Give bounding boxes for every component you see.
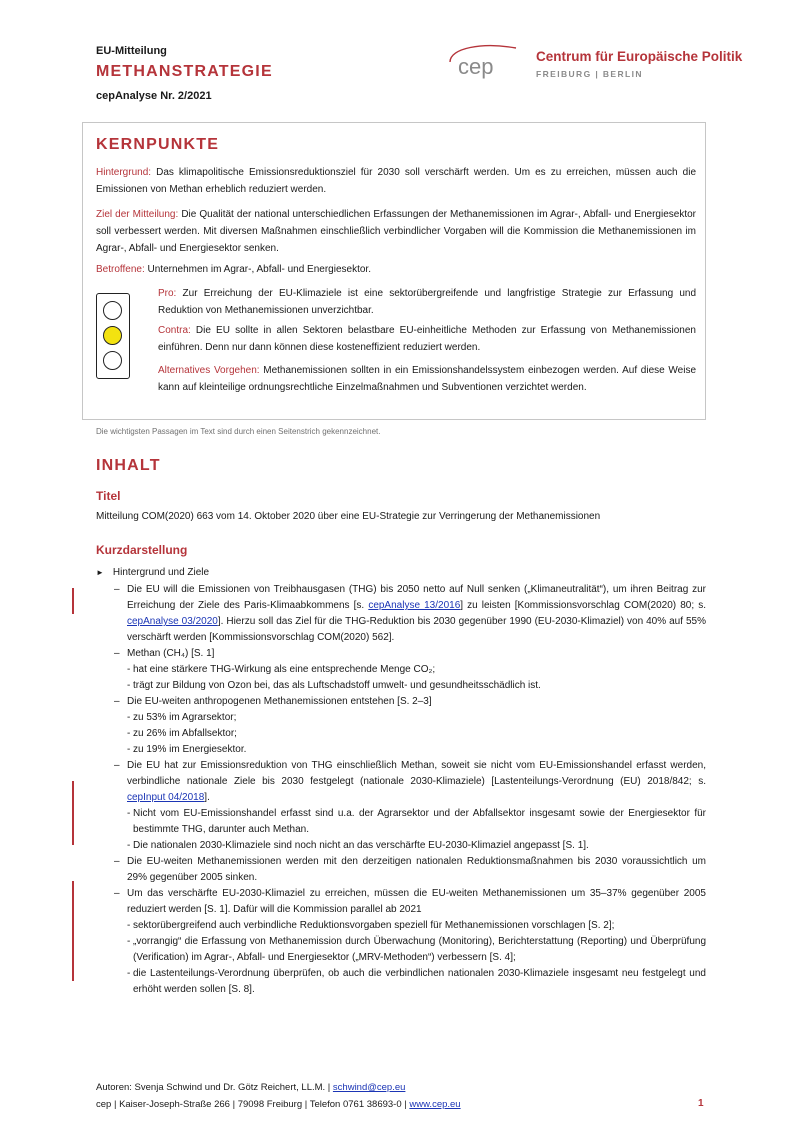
b3-sub3-text: zu 19% im Energiesektor.: [133, 744, 247, 755]
lamp-middle-yellow: [103, 326, 122, 345]
authors-text: Autoren: Svenja Schwind und Dr. Götz Reichert, LL.M. |: [96, 1082, 331, 1093]
b2-text: Methan (CH₄) [S. 1]: [127, 648, 215, 659]
titel-text: Mitteilung COM(2020) 663 vom 14. Oktober 2020 über eine EU-Strategie zur Verringerung der Methanemissionen: [96, 511, 601, 522]
kernpunkt-ziel: [96, 206, 696, 257]
kernpunkte-heading: KERNPUNKTE: [96, 136, 220, 153]
website-link[interactable]: www.cep.eu: [409, 1099, 461, 1110]
document-title: METHANSTRATEGIE: [96, 63, 273, 80]
bullet-hintergrund-ziele: [96, 567, 209, 578]
b6-sub1-text: sektorübergreifend auch verbindliche Reduktionsvorgaben speziell für Methanemissionen vorschlagen [S. 2];: [133, 920, 615, 931]
lamp-bottom: [103, 351, 122, 370]
sub-list-item: [127, 934, 706, 966]
logo-text: cep: [458, 54, 494, 79]
b2-sub2-text: trägt zur Bildung von Ozon bei, das als Luftschadstoff umwelt- und gesundheitsschädlich ist.: [133, 680, 541, 691]
dash-marker: –: [114, 584, 120, 595]
kernpunkt-hintergrund: [96, 164, 696, 198]
kernpunkt-pro: [158, 285, 696, 319]
sub-list-item: [127, 742, 706, 758]
bullet-title: Hintergrund und Ziele: [112, 567, 210, 578]
cep-logo-icon: [446, 40, 526, 80]
b4-text-a: Die EU hat zur Emissionsreduktion von THG einschließlich Methan, soweit sie nicht vom EU-Emissionshandel erfasst werden, verbindliche nationale Ziele bis 2030 festgelegt (nationale 2030-Klimaziele) [Lastenteilungs-Verordnung (EU) 2018/842; s.: [127, 760, 706, 788]
dash-marker: –: [114, 696, 120, 707]
org-name: Centrum für Europäische Politik: [536, 49, 743, 64]
list-item: [114, 694, 706, 710]
footer-authors: [96, 1082, 405, 1093]
alternativ-text: Methanemissionen sollten in ein Emissionshandelssystem einbezogen werden. Auf diese Weise kann auf kleinteilige ordnungsrechtliche Einzelmaßnahmen und Subventionen verzichtet werden.: [158, 365, 697, 393]
b6-text: Um das verschärfte EU-2030-Klimaziel zu erreichen, müssen die EU-weiten Methanemissionen um 35–37% gegenüber 2005 reduziert werden [S. 1]. Dafür will die Kommission parallel ab 2021: [127, 888, 706, 916]
sub-list-item: [127, 726, 706, 742]
kurzdarstellung-heading: Kurzdarstellung: [96, 543, 188, 557]
hintergrund-text: Das klimapolitische Emissionsreduktionsziel für 2030 soll verschärft werden. Um es zu erreichen, müssen auch die Emissionen von Methan erheblich reduziert werden.: [96, 167, 697, 195]
list-item: [114, 582, 706, 646]
list-item: [114, 646, 706, 662]
sub-dash-marker: -: [127, 920, 131, 931]
b4-sub2-text: Die nationalen 2030-Klimaziele sind noch nicht an das verschärfte EU-2030-Klimaziel angepasst [S. 1].: [133, 840, 589, 851]
betroffene-text: Unternehmen im Agrar-, Abfall- und Energiesektor.: [147, 264, 371, 275]
b1-text-a: Die EU will die Emissionen von Treibhausgasen (THG) bis 2050 netto auf Null senken („Klimaneutralität“), um ihren Beitrag zur Erreichung der Ziele des Paris-Klimaabkommens [s.: [127, 584, 706, 612]
sub-dash-marker: -: [127, 712, 131, 723]
analysis-number: cepAnalyse Nr. 2/2021: [96, 90, 212, 102]
sub-list-item: [127, 806, 706, 838]
document-kind: EU-Mitteilung: [96, 45, 167, 57]
sub-dash-marker: -: [127, 808, 131, 819]
org-cities: FREIBURG | BERLIN: [536, 69, 643, 79]
sub-list-item: [127, 918, 706, 934]
margin-bar: [72, 881, 74, 981]
list-item: [114, 886, 706, 918]
dash-marker: –: [114, 648, 120, 659]
b6-sub2-text: „vorrangig“ die Erfassung von Methanemission durch Überwachung (Monitoring), Berichterstattung (Reporting) und Überprüfung (Verification) im Agrar-, Abfall- und Energiesektor („MRV-Methoden“) verbessern [S. 4];: [133, 936, 706, 964]
lamp-top: [103, 301, 122, 320]
link-cepanalyse-03-2020[interactable]: cepAnalyse 03/2020: [127, 616, 218, 628]
b2-sub1-text: hat eine stärkere THG-Wirkung als eine entsprechende Menge CO₂;: [133, 664, 436, 675]
titel-heading: Titel: [96, 489, 121, 503]
b4-text-b: ].: [204, 792, 210, 804]
sub-list-item: [127, 966, 706, 998]
sub-list-item: [127, 838, 706, 854]
sub-dash-marker: -: [127, 840, 131, 851]
contra-label: Contra:: [158, 325, 191, 336]
bullet-triangle-icon: ►: [96, 568, 104, 577]
b3-sub1-text: zu 53% im Agrarsektor;: [133, 712, 237, 723]
dash-marker: –: [114, 888, 120, 899]
pro-label: Pro:: [158, 288, 177, 299]
ziel-text: Die Qualität der national unterschiedlichen Erfassungen der Methanemissionen im Agrar-, Abfall- und Energiesektor soll verbessert werden. Mit diversen Maßnahmen einschließlich verbindlicher Vorgaben will die Kommission die Methanemissionen im Agrar-, Abfall- und Energiesektor senken.: [96, 209, 696, 254]
footer-address: [96, 1099, 461, 1110]
sub-dash-marker: -: [127, 664, 131, 675]
sub-dash-marker: -: [127, 744, 131, 755]
address-text: cep | Kaiser-Joseph-Straße 266 | 79098 Freiburg | Telefon 0761 38693-0 |: [96, 1099, 407, 1110]
ziel-label: Ziel der Mitteilung:: [96, 209, 179, 220]
alternativ-label: Alternatives Vorgehen:: [158, 365, 260, 376]
kernpunkt-alternativ: [158, 362, 696, 396]
margin-bar: [72, 588, 74, 614]
list-item: [114, 758, 706, 806]
link-cepanalyse-13-2016[interactable]: cepAnalyse 13/2016: [368, 600, 461, 612]
sub-list-item: [127, 678, 706, 694]
sub-dash-marker: -: [127, 680, 131, 691]
kernpunkt-betroffene: [96, 261, 696, 278]
sub-dash-marker: -: [127, 968, 131, 979]
sub-list-item: [127, 710, 706, 726]
betroffene-label: Betroffene:: [96, 264, 145, 275]
sub-dash-marker: -: [127, 936, 131, 947]
page-number: 1: [698, 1098, 704, 1109]
list-item: [114, 854, 706, 886]
dash-marker: –: [114, 760, 120, 771]
passage-note: Die wichtigsten Passagen im Text sind durch einen Seitenstrich gekennzeichnet.: [96, 427, 381, 436]
pro-text: Zur Erreichung der EU-Klimaziele ist eine sektorübergreifende und langfristige Strategie zur Erfassung und Reduktion von Methanemissionen unverzichtbar.: [158, 288, 697, 316]
b4-sub1-text: Nicht vom EU-Emissionshandel erfasst sind u.a. der Agrarsektor und der Abfallsektor insgesamt sowie der Energiesektor für bestimmte THG, darunter auch Methan.: [133, 808, 706, 836]
link-cepinput-04-2018[interactable]: cepInput 04/2018: [127, 792, 205, 804]
sub-dash-marker: -: [127, 728, 131, 739]
email-link[interactable]: schwind@cep.eu: [332, 1082, 406, 1093]
margin-bar: [72, 781, 74, 845]
contra-text: Die EU sollte in allen Sektoren belastbare EU-einheitliche Methoden zur Erfassung von Methanemissionen einführen. Denn nur dann können diese kosteneffizient reduziert werden.: [158, 325, 696, 353]
b6-sub3-text: die Lastenteilungs-Verordnung überprüfen, ob auch die verbindlichen nationalen 2030-Klimaziele insgesamt neu festgelegt und erhöht werden sollen [S. 8].: [133, 968, 706, 996]
kernpunkt-contra: [158, 322, 696, 356]
b1-text-c: ]. Hierzu soll das Ziel für die THG-Reduktion bis 2030 gegenüber 1990 (EU-2030-Klimaziel) von 40% auf 55% verschärft werden [Kommissionsvorschlag COM(2020) 562].: [127, 616, 706, 644]
sub-list-item: [127, 662, 706, 678]
b5-text: Die EU-weiten Methanemissionen werden mit den derzeitigen nationalen Reduktionsmaßnahmen bis 2030 voraussichtlich um 29% gegenüber 2005 sinken.: [127, 856, 706, 884]
inhalt-heading: INHALT: [96, 457, 161, 474]
dash-marker: –: [114, 856, 120, 867]
traffic-light-icon: [96, 293, 130, 379]
b3-text: Die EU-weiten anthropogenen Methanemissionen entstehen [S. 2–3]: [127, 696, 432, 707]
hintergrund-label: Hintergrund:: [96, 167, 152, 178]
b1-text-b: ] zu leisten [Kommissionsvorschlag COM(2020) 80; s.: [460, 600, 706, 612]
b3-sub2-text: zu 26% im Abfallsektor;: [133, 728, 237, 739]
